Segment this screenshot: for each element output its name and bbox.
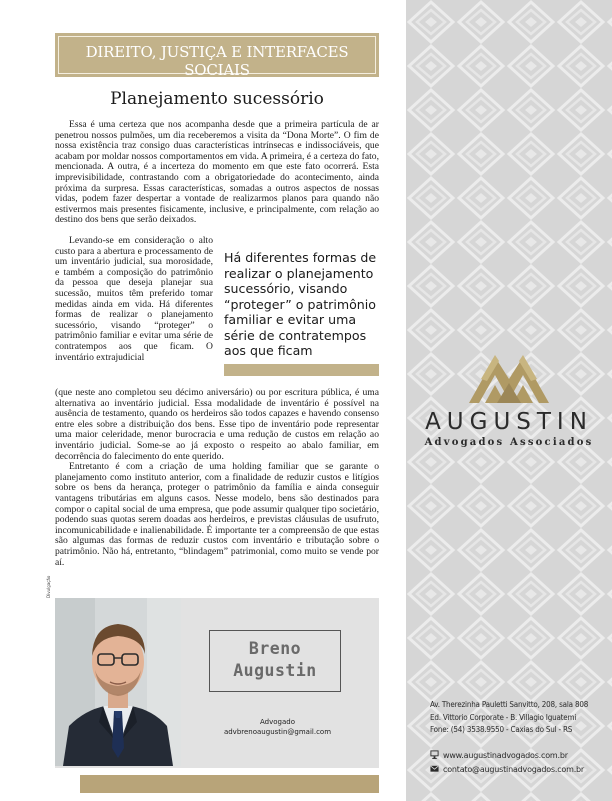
brand-subtitle: Advogados Associados xyxy=(424,437,594,448)
monitor-icon xyxy=(430,750,439,759)
author-photo xyxy=(55,598,181,766)
address-line: Fone: (54) 3538.9550 - Caxias do Sul - RS xyxy=(430,725,573,734)
author-portrait-illustration xyxy=(55,598,181,766)
email-row xyxy=(430,763,602,777)
article-paragraph-2-end: (que neste ano completou seu décimo aniversário) ou por escritura pública, é uma alternativa ao inventário judicial. Essa modalidade de inventário é possível na ausência de testamento, quando os herdeiros são todos capazes e havendo consenso entre eles sobre a distribuição dos bens. Esse tipo de inventário pode representar uma maior celeridade, menor burocracia e uma redução de custos em relação ao inventário judicial. Some-se ao já exposto o respeito ao abalo familiar, em decorrência do falecimento do ente querido. xyxy=(55,388,379,462)
article-column-top xyxy=(55,120,379,238)
section-header-band xyxy=(55,33,379,77)
article-column-narrow xyxy=(55,236,213,388)
article-paragraph-1: Essa é uma certeza que nos acompanha desde que a primeira partícula de ar penetrou nossos pulmões, um dia receberemos a visita da “Dona Morte”. O fim de nossa existência traz consigo duas características intrínsecas e indissociáveis, que acabam por moldar nossos comportamentos em vida. A primeira, é a certeza do fato, mencionada. A outra, é a incerteza do momento em que este fato ocorrerá. Esta imprevisibilidade, contrastando com a obrigatoriedade do acontecimento, ainda próxima da surpresa. Essas características, somadas a outros aspectos de nossas vidas, podem fazer despertar a vontade de realizarmos planos para quando não estivermos mais presentes fisicamente, inclusive, e principalmente, com relação ao destino dos bens que serão deixados. xyxy=(55,120,379,226)
author-email: advbrenoaugustin@gmail.com xyxy=(223,728,332,736)
author-first-name: Breno xyxy=(248,639,302,658)
article-title: Planejamento sucessório xyxy=(110,89,324,109)
augustin-logo-icon xyxy=(467,349,551,405)
envelope-icon xyxy=(430,764,439,773)
section-title: DIREITO, JUSTIÇA E INTERFACES SOCIAIS xyxy=(85,43,349,79)
brand-name: AUGUSTIN xyxy=(425,409,593,435)
article-column-bottom xyxy=(55,388,379,584)
ad-address xyxy=(430,699,602,737)
address-line: Av. Therezinha Pauletti Sanvitto, 208, sala 808 xyxy=(430,700,589,709)
photo-credit: Divulgação xyxy=(46,575,51,598)
author-last-name: Augustin xyxy=(233,661,317,680)
ad-contact xyxy=(430,749,602,777)
pull-quote: Há diferentes formas de realizar o planejamento sucessório, visando “proteger” o patrimônio familiar e evitar uma série de contratempos aos que ficam xyxy=(224,250,377,358)
author-name-card xyxy=(209,630,341,692)
author-footer-bar xyxy=(80,775,379,793)
website-row xyxy=(430,749,602,763)
website-link[interactable]: www.augustinadvogados.com.br xyxy=(443,751,568,760)
address-line: Ed. Vittorio Corporate - B. Villagio Iguatemi xyxy=(430,712,577,722)
article-paragraph-2-start: Levando-se em consideração o alto custo para a abertura e processamento de um inventário judicial, sua morosidade, e também a composição do patrimônio da pessoa que deseja planejar sua sucessão, muitos têm preferido tomar medidas ainda em vida. Há diferentes formas de realizar o planejamento sucessório, visando “proteger” o patrimônio familiar e evitar uma série de contratempos aos que ficam. O inventário extrajudicial xyxy=(55,236,213,363)
pull-quote-bar xyxy=(224,364,379,376)
email-link[interactable]: contato@augustinadvogados.com.br xyxy=(443,765,585,774)
author-role: Advogado xyxy=(260,718,295,726)
article-paragraph-3: Entretanto é com a criação de uma holding familiar que se garante o planejamento como instituto anterior, com a finalidade de reduzir custos e litígios sobre os bens da herança, proteger o patrimônio da família e ainda conseguir vantagens tributárias em alguns casos. Nesse modelo, bens são destinados para compor o capital social de uma empresa, que pode assumir qualquer tipo societário, podendo suas quotas serem doadas aos herdeiros, e previstas cláusulas de usufruto, incomunicabilidade e inalienabilidade. É importante ter a compreensão de que estas são algumas das formas de reduzir custos com inventário e tributação sobre o patrimônio. Não há, entretanto, “blindagem” patrimonial, como muito se vende por aí. xyxy=(55,461,379,568)
